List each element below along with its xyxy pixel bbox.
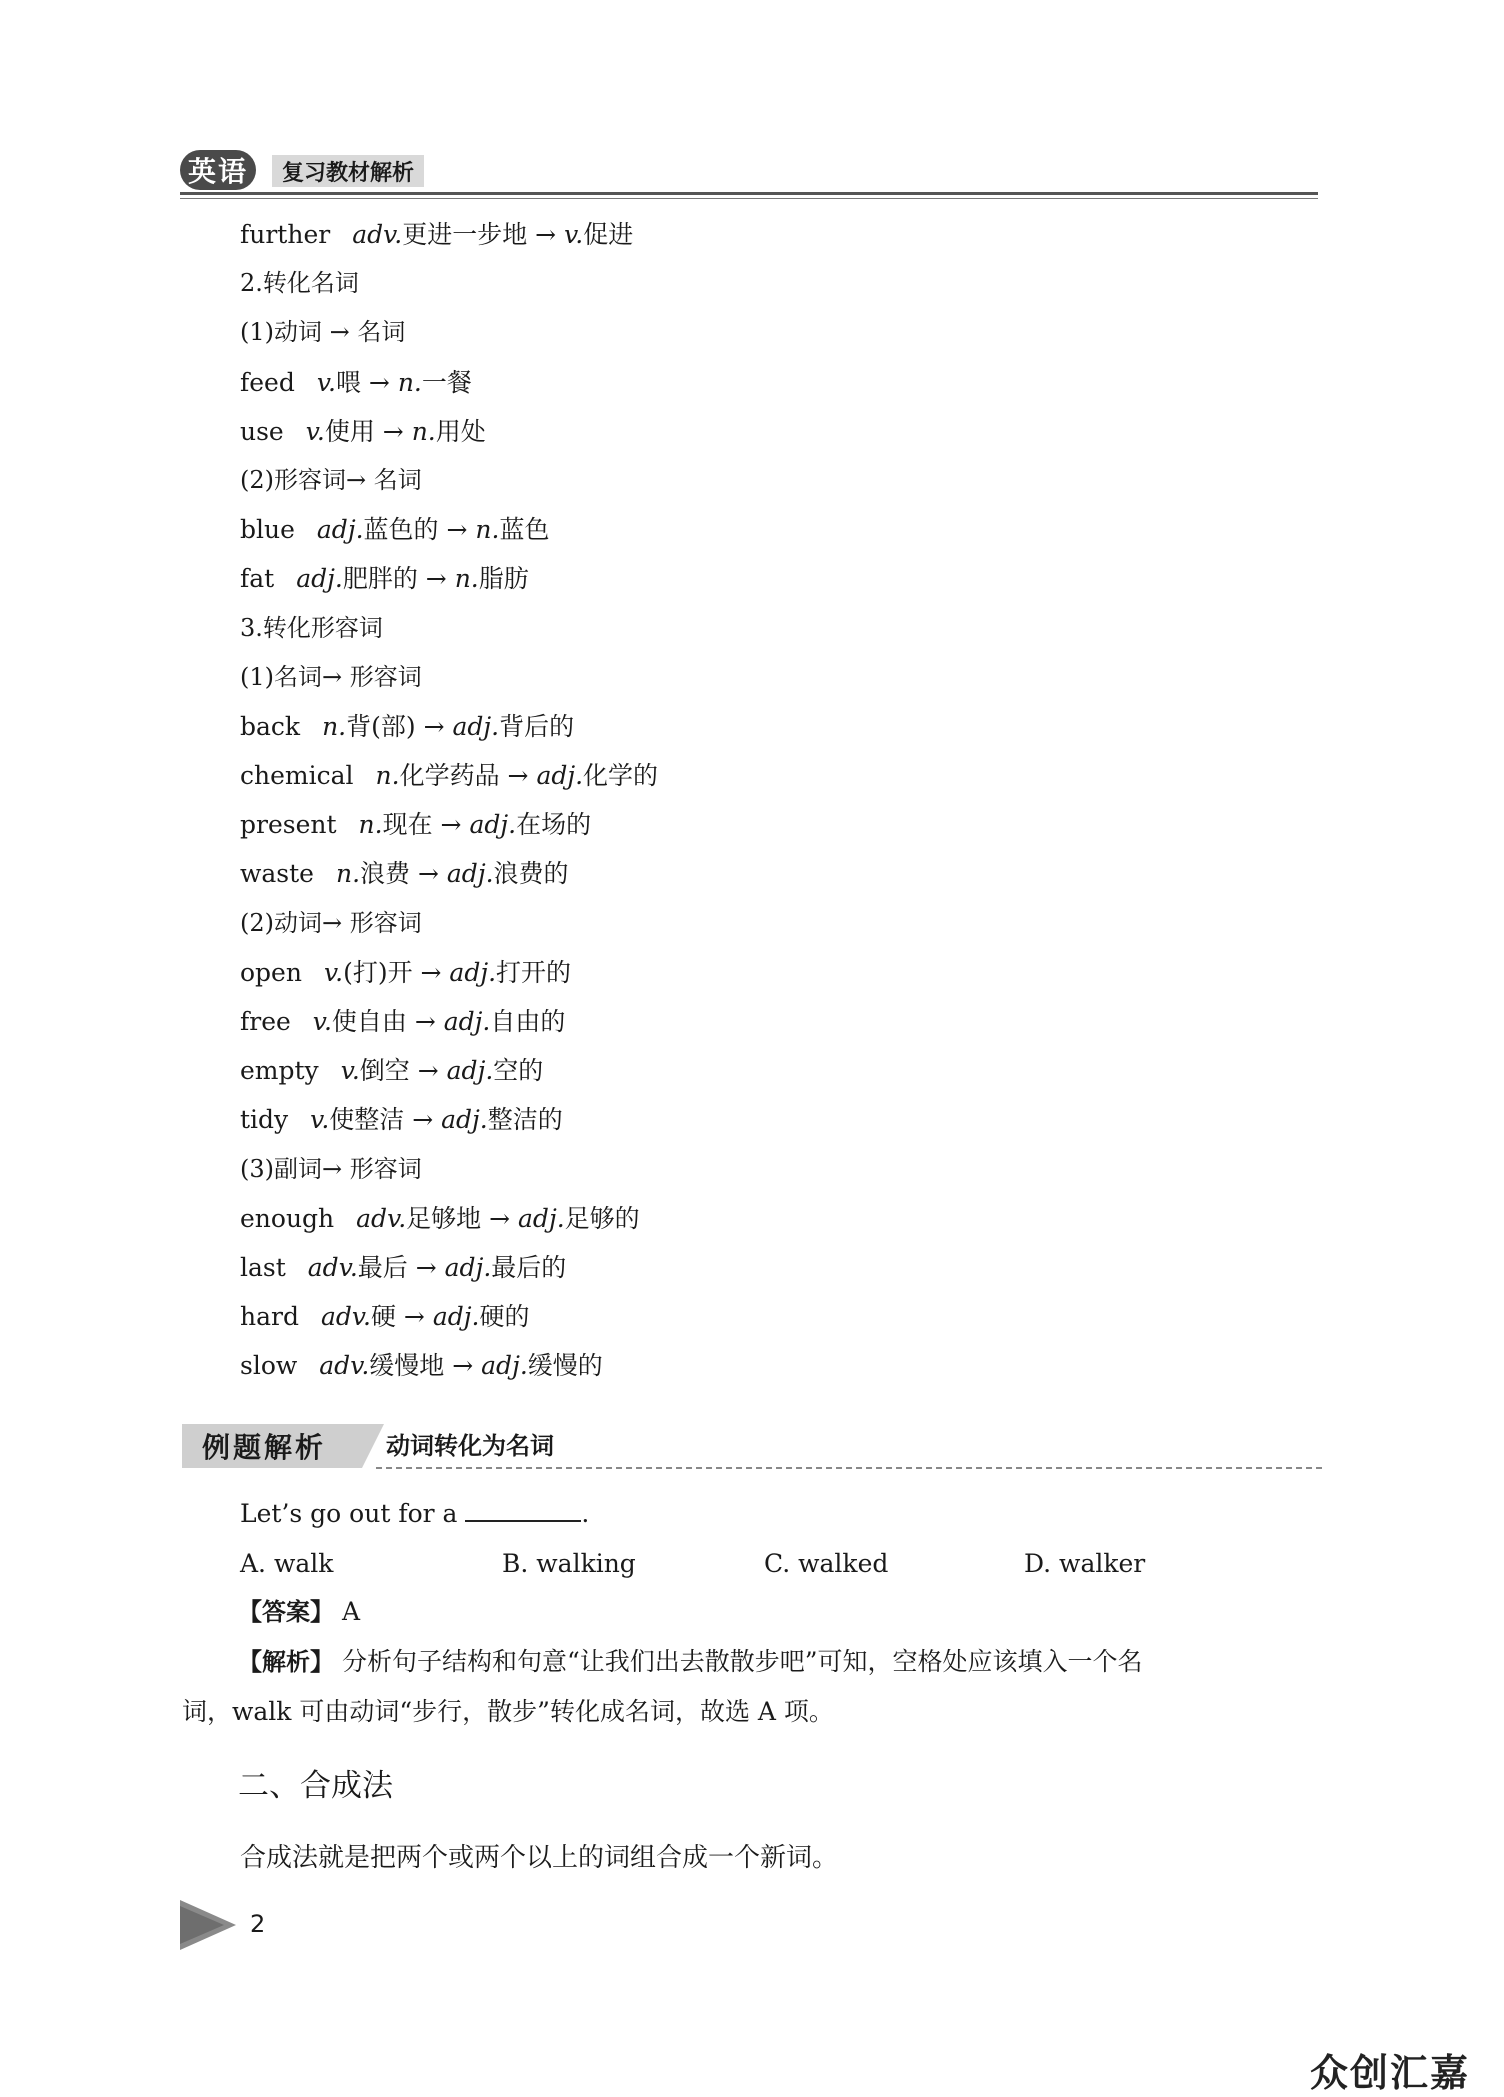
part-of-speech-target: n. bbox=[411, 416, 436, 446]
book-title: 复习教材解析 bbox=[272, 155, 424, 187]
vocab-entry bbox=[240, 751, 1300, 800]
part-of-speech-target: n. bbox=[397, 367, 422, 397]
vocab-entry bbox=[240, 948, 1300, 997]
part-of-speech-source: adv. bbox=[356, 1203, 407, 1233]
vocab-entry bbox=[240, 800, 1300, 849]
vocab-entry bbox=[240, 1046, 1300, 1095]
vocab-heading: 2.转化名词 bbox=[240, 269, 359, 298]
part-of-speech-target: n. bbox=[475, 515, 500, 545]
option-c: C. walked bbox=[764, 1549, 889, 1578]
part-of-speech-target: adj. bbox=[444, 1252, 492, 1282]
meaning-target: 缓慢的 bbox=[527, 1351, 603, 1381]
meaning-target: 化学的 bbox=[583, 761, 659, 791]
part-of-speech-source: v. bbox=[310, 1105, 330, 1135]
vocab-word: empty bbox=[240, 1056, 319, 1086]
subject-badge: 英语 bbox=[180, 150, 256, 190]
meaning-source: 硬 → bbox=[370, 1302, 425, 1332]
vocab-word: open bbox=[240, 957, 302, 987]
vocab-entry bbox=[240, 1243, 1300, 1292]
part-of-speech-source: n. bbox=[358, 810, 383, 840]
explanation-line-2: 词，walk 可由动词“步行，散步”转化成名词，故选 A 项。 bbox=[182, 1697, 834, 1726]
meaning-source: 使自由 → bbox=[331, 1007, 436, 1036]
vocab-word: use bbox=[240, 416, 284, 446]
part-of-speech-source: n. bbox=[375, 761, 400, 791]
meaning-source: (打)开 → bbox=[343, 957, 442, 987]
part-of-speech-target: adj. bbox=[452, 711, 500, 741]
part-of-speech-target: adj. bbox=[469, 810, 517, 840]
header-rule bbox=[180, 192, 1318, 195]
vocab-word: present bbox=[240, 810, 337, 840]
meaning-source: 蓝色的 → bbox=[363, 515, 468, 545]
meaning-target: 蓝色 bbox=[499, 515, 550, 545]
option-b: B. walking bbox=[502, 1549, 636, 1578]
meaning-source: 现在 → bbox=[382, 810, 462, 840]
vocab-word: hard bbox=[240, 1302, 299, 1332]
meaning-target: 背后的 bbox=[499, 711, 575, 741]
vocab-entry bbox=[240, 849, 1300, 898]
part-of-speech-target: v. bbox=[564, 220, 584, 249]
meaning-source: 化学药品 → bbox=[399, 761, 529, 791]
part-of-speech-source: adj. bbox=[316, 515, 364, 545]
vocab-word: last bbox=[240, 1252, 286, 1282]
vocab-entry bbox=[240, 358, 1300, 407]
vocab-word: slow bbox=[240, 1351, 298, 1381]
meaning-source: 使整洁 → bbox=[329, 1105, 434, 1135]
meaning-target: 足够的 bbox=[564, 1203, 640, 1233]
answer-label: 【答案】 bbox=[238, 1598, 334, 1626]
part-of-speech-target: adj. bbox=[518, 1203, 565, 1233]
meaning-source: 背(部) → bbox=[346, 711, 445, 741]
part-of-speech-target: adj. bbox=[441, 1105, 488, 1135]
meaning-source: 更进一步地 → bbox=[402, 220, 557, 249]
part-of-speech-source: n. bbox=[322, 711, 347, 741]
option-a: A. walk bbox=[240, 1549, 334, 1578]
example-question bbox=[240, 1492, 589, 1536]
explanation-text-1: 分析句子结构和句意“让我们出去散散步吧”可知，空格处应该填入一个名 bbox=[341, 1647, 1143, 1676]
vocab-entry bbox=[240, 1194, 1300, 1243]
meaning-source: 使用 → bbox=[324, 416, 404, 446]
vocab-heading: (1)动词 → 名词 bbox=[240, 318, 406, 347]
meaning-target: 硬的 bbox=[479, 1302, 530, 1332]
part-of-speech-source: v. bbox=[312, 1007, 332, 1036]
part-of-speech-target: adj. bbox=[536, 761, 584, 791]
meaning-target: 自由的 bbox=[490, 1007, 566, 1036]
vocab-heading: (2)形容词→ 名词 bbox=[240, 465, 422, 494]
vocab-word: blue bbox=[240, 515, 295, 545]
vocab-heading: (1)名词→ 形容词 bbox=[240, 662, 422, 691]
answer-value: A bbox=[341, 1597, 361, 1626]
vocab-word: further bbox=[240, 220, 331, 249]
vocab-entry bbox=[240, 1095, 1300, 1144]
meaning-target: 空的 bbox=[493, 1056, 544, 1086]
vocab-word: free bbox=[240, 1007, 291, 1036]
example-badge: 例题解析 bbox=[182, 1424, 362, 1468]
part-of-speech-target: adj. bbox=[449, 957, 497, 987]
meaning-target: 用处 bbox=[435, 416, 486, 446]
answer-line bbox=[238, 1590, 360, 1634]
part-of-speech-source: v. bbox=[323, 957, 344, 987]
section-title: 二、合成法 bbox=[238, 1768, 393, 1804]
part-of-speech-source: v. bbox=[340, 1056, 360, 1086]
vocab-word: back bbox=[240, 711, 301, 741]
vocab-entry bbox=[240, 1292, 1300, 1341]
meaning-source: 足够地 → bbox=[406, 1203, 511, 1233]
vocab-word: chemical bbox=[240, 761, 354, 791]
vocab-word: tidy bbox=[240, 1105, 289, 1135]
part-of-speech-target: adj. bbox=[446, 1056, 494, 1086]
vocab-entry bbox=[240, 554, 1300, 603]
part-of-speech-target: adj. bbox=[481, 1351, 528, 1381]
page-number: 2 bbox=[250, 1910, 266, 1938]
explanation-line-1 bbox=[238, 1640, 1322, 1684]
meaning-target: 浪费的 bbox=[493, 859, 569, 889]
meaning-source: 肥胖的 → bbox=[342, 564, 447, 594]
meaning-source: 倒空 → bbox=[359, 1056, 439, 1086]
meaning-source: 浪费 → bbox=[360, 859, 439, 889]
meaning-target: 整洁的 bbox=[487, 1105, 563, 1135]
header-rule-thin bbox=[180, 198, 1318, 199]
vocab-word: fat bbox=[240, 564, 275, 594]
vocab-heading: (3)副词→ 形容词 bbox=[240, 1154, 422, 1183]
section-text: 合成法就是把两个或两个以上的词组合成一个新词。 bbox=[240, 1843, 839, 1873]
part-of-speech-source: adj. bbox=[296, 564, 343, 594]
part-of-speech-target: adj. bbox=[432, 1302, 480, 1332]
meaning-source: 最后 → bbox=[357, 1252, 437, 1282]
meaning-target: 打开的 bbox=[496, 957, 572, 987]
part-of-speech-target: adj. bbox=[443, 1007, 491, 1036]
meaning-source: 喂 → bbox=[335, 367, 390, 397]
vocab-word: enough bbox=[240, 1203, 335, 1233]
example-badge-tail bbox=[362, 1424, 384, 1468]
page-arrow-icon bbox=[180, 1900, 236, 1950]
part-of-speech-source: adv. bbox=[319, 1351, 370, 1381]
vocab-word: waste bbox=[240, 859, 314, 889]
explanation-label: 【解析】 bbox=[238, 1648, 334, 1676]
vocabulary-list bbox=[240, 210, 1300, 1391]
vocab-heading: 3.转化形容词 bbox=[240, 613, 383, 642]
meaning-target: 脂肪 bbox=[478, 564, 529, 594]
part-of-speech-source: v. bbox=[316, 367, 336, 397]
part-of-speech-target: adj. bbox=[446, 859, 494, 889]
part-of-speech-source: adv. bbox=[307, 1252, 358, 1282]
question-end: . bbox=[581, 1499, 590, 1528]
meaning-target: 最后的 bbox=[491, 1252, 567, 1282]
part-of-speech-source: n. bbox=[335, 859, 361, 889]
vocab-word: feed bbox=[240, 367, 295, 397]
vocab-entry bbox=[240, 997, 1300, 1046]
example-title: 动词转化为名词 bbox=[386, 1432, 554, 1460]
example-divider bbox=[376, 1467, 1322, 1469]
meaning-target: 一餐 bbox=[421, 367, 472, 397]
part-of-speech-source: adv. bbox=[320, 1302, 371, 1332]
watermark: 众创汇嘉 bbox=[1310, 2051, 1471, 2095]
vocab-entry bbox=[240, 1341, 1300, 1390]
part-of-speech-source: adv. bbox=[352, 220, 403, 249]
answer-blank bbox=[465, 1492, 581, 1522]
vocab-entry bbox=[240, 407, 1300, 456]
meaning-target: 在场的 bbox=[516, 810, 592, 840]
question-text: Let’s go out for a bbox=[240, 1499, 458, 1528]
vocab-entry bbox=[240, 210, 1300, 259]
part-of-speech-source: v. bbox=[305, 416, 325, 446]
vocab-entry bbox=[240, 505, 1300, 554]
meaning-source: 缓慢地 → bbox=[369, 1351, 474, 1381]
vocab-entry bbox=[240, 702, 1300, 751]
option-d: D. walker bbox=[1024, 1549, 1146, 1578]
meaning-target: 促进 bbox=[583, 220, 634, 249]
vocab-heading: (2)动词→ 形容词 bbox=[240, 908, 422, 937]
part-of-speech-target: n. bbox=[454, 564, 479, 594]
